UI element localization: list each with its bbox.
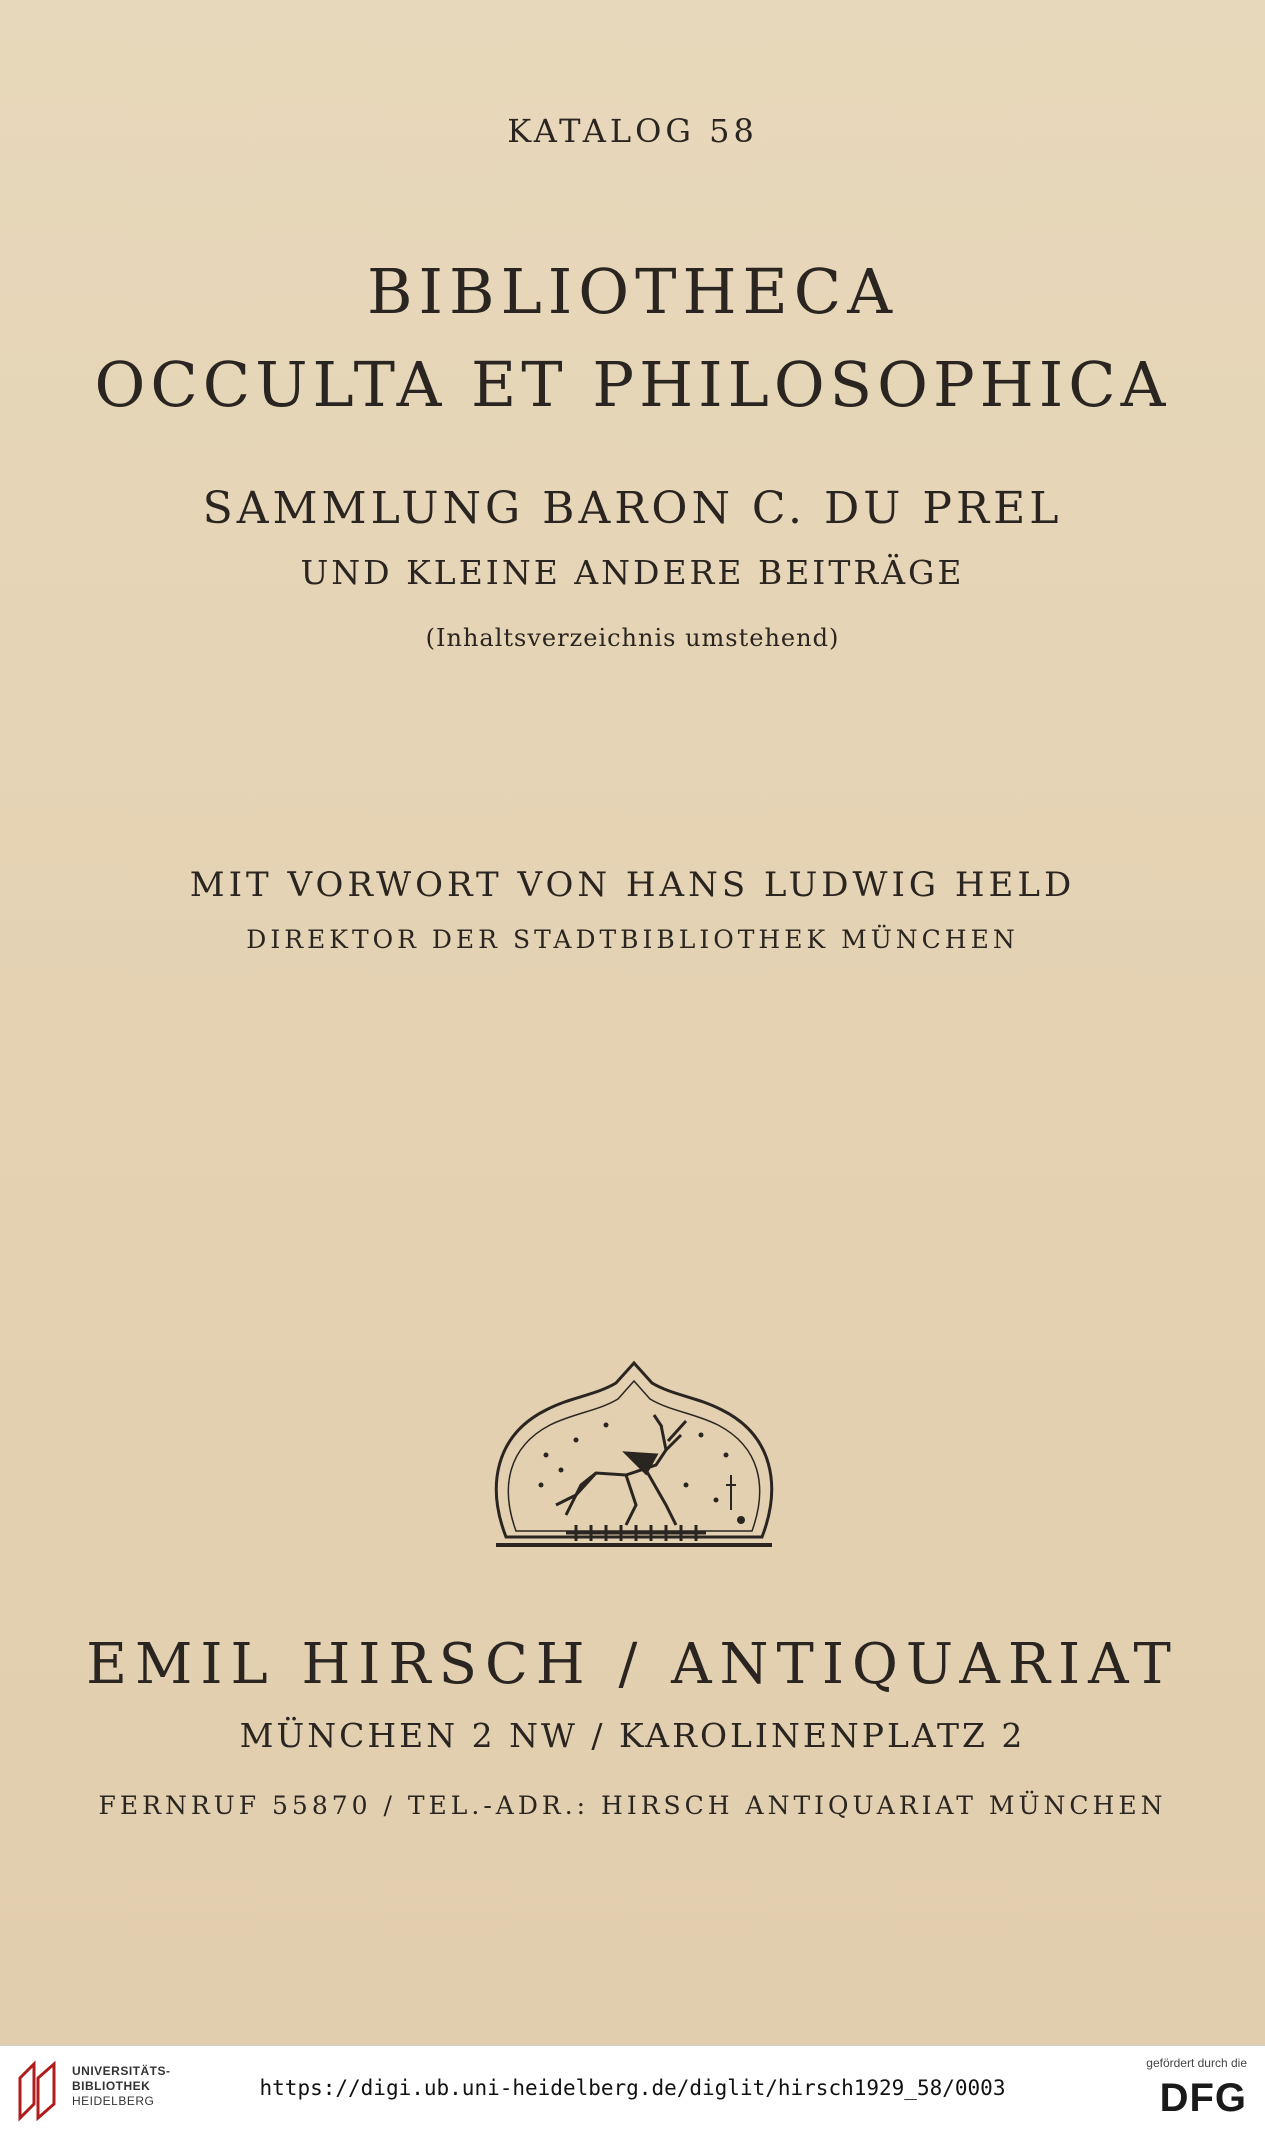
permalink-url[interactable]: https://digi.ub.uni-heidelberg.de/diglit/hirsch1929_58/0003	[259, 2076, 1006, 2100]
stag-emblem-icon	[486, 1355, 782, 1555]
dfg-logo[interactable]: DFG	[1159, 2076, 1247, 2120]
title-line-1: BIBLIOTHECA	[367, 255, 898, 328]
contents-note: (Inhaltsverzeichnis umstehend)	[425, 624, 840, 652]
library-name-line-3: HEIDELBERG	[72, 2094, 155, 2108]
funding-caption: gefördert durch die	[1146, 2056, 1247, 2070]
title-line-2: OCCULTA ET PHILOSOPHICA	[94, 348, 1171, 421]
publisher-name: EMIL HIRSCH / ANTIQUARIAT	[86, 1632, 1179, 1697]
catalog-number: KATALOG 58	[507, 112, 758, 150]
library-name-line-1: UNIVERSITÄTS-	[72, 2064, 171, 2078]
publisher-contact: FERNRUF 55870 / TEL.-ADR.: HIRSCH ANTIQUARIAT MÜNCHEN	[98, 1791, 1167, 1820]
preface-line: MIT VORWORT VON HANS LUDWIG HELD	[189, 865, 1076, 905]
subtitle: UND KLEINE ANDERE BEITRÄGE	[300, 553, 965, 592]
collection-name: SAMMLUNG BARON C. DU PREL	[202, 483, 1063, 534]
preface-role: DIREKTOR DER STADTBIBLIOTHEK MÜNCHEN	[246, 925, 1019, 954]
library-name-line-2: BIBLIOTHEK	[72, 2079, 151, 2093]
digitization-footer	[0, 2045, 1265, 2138]
publisher-address: MÜNCHEN 2 NW / KAROLINENPLATZ 2	[239, 1716, 1026, 1755]
